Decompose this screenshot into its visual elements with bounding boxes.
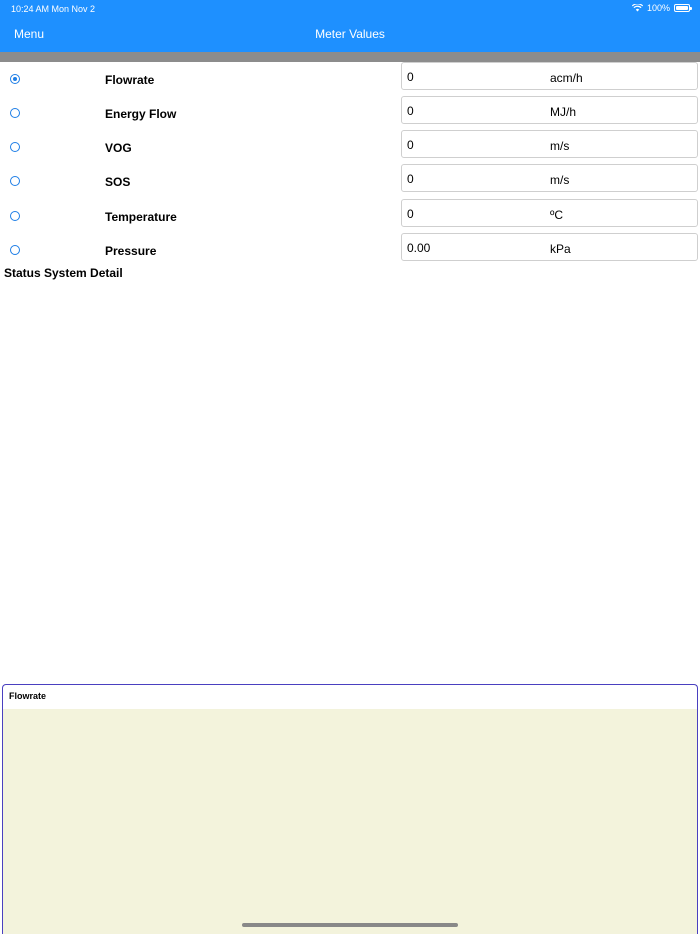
meter-label: SOS bbox=[105, 175, 131, 189]
menu-button[interactable]: Menu bbox=[14, 27, 45, 41]
meter-row-temperature[interactable] bbox=[0, 198, 700, 232]
meter-value: 0 bbox=[407, 138, 414, 152]
home-indicator[interactable] bbox=[242, 923, 458, 927]
meter-unit: ºC bbox=[550, 208, 564, 222]
app-header bbox=[0, 0, 700, 52]
meter-label: Flowrate bbox=[105, 73, 155, 87]
status-time: 10:24 AM Mon Nov 2 bbox=[11, 4, 96, 14]
meter-value: 0 bbox=[407, 104, 414, 118]
meter-row-flowrate[interactable] bbox=[0, 61, 700, 95]
meter-row-sos[interactable] bbox=[0, 163, 700, 197]
meter-value: 0 bbox=[407, 207, 414, 221]
meter-label: Temperature bbox=[105, 210, 177, 224]
meter-value: 0 bbox=[407, 172, 414, 186]
meter-label: Pressure bbox=[105, 244, 157, 258]
meter-value-field[interactable] bbox=[401, 164, 698, 192]
meter-row-energy-flow[interactable] bbox=[0, 95, 700, 129]
radio-button[interactable] bbox=[10, 142, 20, 152]
meter-value: 0 bbox=[407, 70, 414, 84]
meter-label: VOG bbox=[105, 141, 132, 155]
status-bar bbox=[0, 0, 700, 16]
chart-plot-area[interactable] bbox=[3, 709, 698, 934]
radio-button[interactable] bbox=[10, 211, 20, 221]
meter-unit: kPa bbox=[550, 242, 571, 256]
status-system-detail-title: Status System Detail bbox=[4, 266, 123, 280]
chart-panel bbox=[2, 684, 698, 934]
meter-label: Energy Flow bbox=[105, 107, 177, 121]
radio-button[interactable] bbox=[10, 74, 20, 84]
meter-row-vog[interactable] bbox=[0, 129, 700, 163]
meter-unit: acm/h bbox=[550, 71, 583, 85]
radio-button[interactable] bbox=[10, 245, 20, 255]
page-title: Meter Values bbox=[315, 27, 385, 41]
meter-value-field[interactable] bbox=[401, 199, 698, 227]
meter-unit: m/s bbox=[550, 173, 570, 187]
status-indicators bbox=[632, 3, 690, 13]
meter-value-field[interactable] bbox=[401, 62, 698, 90]
meter-unit: m/s bbox=[550, 139, 570, 153]
radio-button[interactable] bbox=[10, 108, 20, 118]
wifi-icon bbox=[632, 4, 643, 12]
meter-value-field[interactable] bbox=[401, 96, 698, 124]
meter-value-field[interactable] bbox=[401, 233, 698, 261]
meter-value: 0.00 bbox=[407, 241, 431, 255]
battery-percent: 100% bbox=[646, 3, 670, 13]
meter-unit: MJ/h bbox=[550, 105, 577, 119]
meter-value-field[interactable] bbox=[401, 130, 698, 158]
chart-title: Flowrate bbox=[9, 691, 47, 701]
radio-button[interactable] bbox=[10, 176, 20, 186]
battery-icon bbox=[674, 4, 690, 12]
meter-row-pressure[interactable] bbox=[0, 232, 700, 266]
